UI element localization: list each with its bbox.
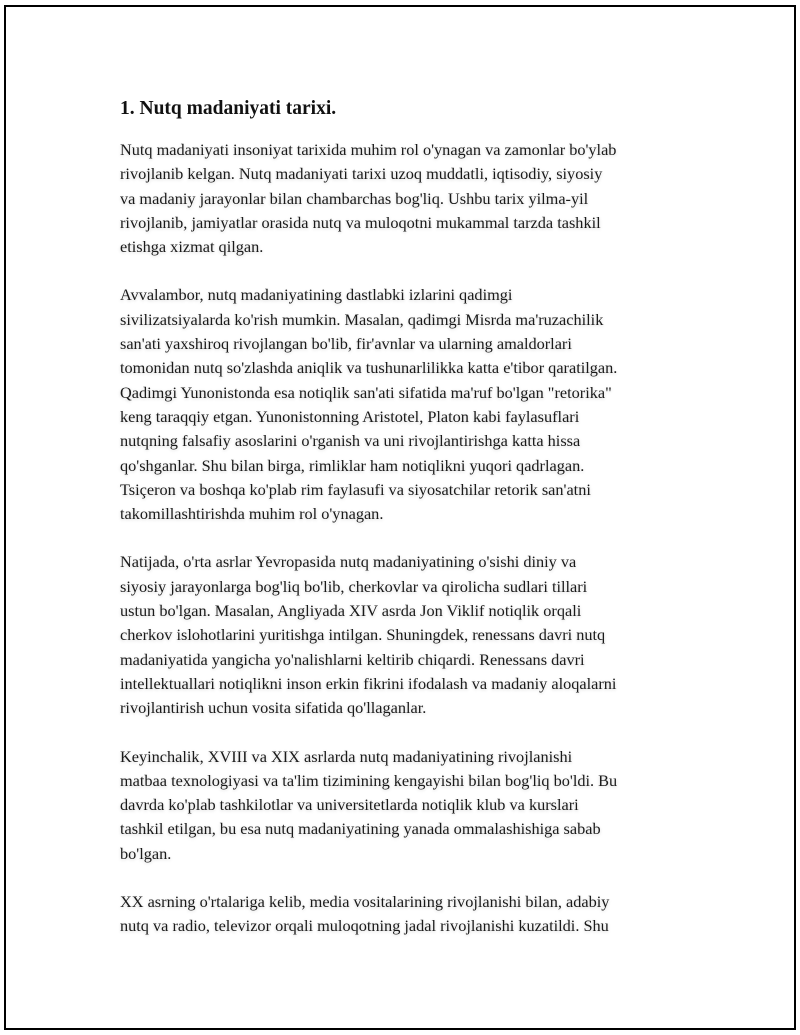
section-heading: 1. Nutq madaniyati tarixi. — [120, 98, 337, 119]
paragraph-modern: Keyinchalik, XVIII va XIX asrlarda nutq madaniyatining rivojlanishi matbaa texnologiyasi va ta'lim tizimining kengayishi bilan bog'liq bo'ldi. Bu davrda ko'plab tashkilotlar va universitetlarda notiqlik klub va kurslari tashkil etilgan, bu esa nutq madaniyatining yanada ommalashishiga sabab bo'lgan. — [120, 746, 618, 863]
paragraph-intro: Nutq madaniyati insoniyat tarixida muhim rol o'ynagan va zamonlar bo'ylab rivojlanib kelgan. Nutq madaniyati tarixi uzoq muddatli, iqtisodiy, siyosiy va madaniy jarayonlar bilan chambarchas bog'liq. Ushbu tarix yilma-yil rivojlanib, jamiyatlar orasida nutq va muloqotni mukammal tarzda tashkil etishga xizmat qilgan. — [120, 140, 617, 257]
paragraph-twentieth-century: XX asrning o'rtalariga kelib, media vositalarining rivojlanishi bilan, adabiy nutq va radio, televizor orqali muloqotning jadal rivojlanishi kuzatildi. Shu — [120, 892, 610, 936]
paragraph-middle-ages: Natijada, o'rta asrlar Yevropasida nutq madaniyatining o'sishi diniy va siyosiy jarayonlarga bog'liq bo'lib, cherkovlar va qirolicha sudlari tillari ustun bo'lgan. Masalan, Angliyada XIV asrda Jon Viklif notiqlik orqali cherkov islohotlarini yuritishga intilgan. Shuningdek, renessans davri nutq madaniyatida yangicha yo'nalishlarni keltirib chiqardi. Renessans davri intellektuallari notiqlikni inson erkin fikrini ifodalash va madaniy aloqalarni rivojlantirish uchun vosita sifatida qo'llaganlar. — [120, 552, 617, 718]
page-frame — [4, 5, 796, 1030]
paragraph-ancient: Avvalambor, nutq madaniyatining dastlabki izlarini qadimgi sivilizatsiyalarda ko'rish mumkin. Masalan, qadimgi Misrda ma'ruzachilik san'ati yaxshiroq rivojlangan bo'lib, fir'avnlar va ularning amaldorlari tomonidan nutq so'zlashda aniqlik va tushunarlilikka katta e'tibor qaratilgan. Qadimgi Yunonistonda esa notiqlik san'ati sifatida ma'ruf bo'lgan "retorika" keng taraqqiy etgan. Yunonistonning Aristotel, Platon kabi faylasuflari nutqning falsafiy asoslarini o'rganish va uni rivojlantirishga katta hissa qo'shganlar. Shu bilan birga, rimliklar ham notiqlikni yuqori qadrlagan. Tsiçeron va boshqa ko'plab rim faylasufi va siyosatchilar retorik san'atni takomillashtirishda muhim rol o'ynagan. — [120, 285, 618, 524]
document-body — [120, 96, 700, 939]
